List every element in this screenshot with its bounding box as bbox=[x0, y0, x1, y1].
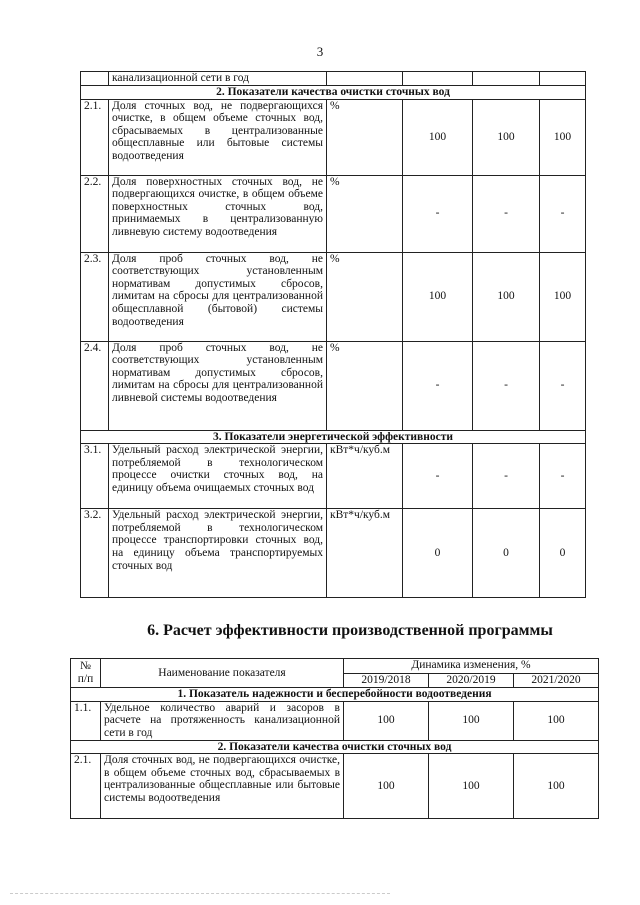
scan-artifact bbox=[10, 893, 390, 900]
section3-title: 3. Показатели энергетической эффективности bbox=[81, 430, 586, 444]
section-header bbox=[81, 430, 586, 444]
table-row: 3.2. Удельный расход электрической энергии, потребляемой в технологическом процессе транспортировки сточных вод, на единицу объема транспортируемых сточных вод кВт*ч/куб.м 0 0 0 bbox=[81, 509, 586, 598]
section-header bbox=[71, 688, 599, 702]
year-header: 2020/2019 bbox=[429, 673, 514, 688]
section2-title: 2. Показатели качества очистки сточных вод bbox=[71, 740, 599, 754]
table-row: 3.1. Удельный расход электрической энергии, потребляемой в технологическом процессе очистки сточных вод, на единицу объема очищаемых сточных вод кВт*ч/куб.м - - - bbox=[81, 444, 586, 509]
table-row: 2.4. Доля проб сточных вод, не соответствующих установленным нормативам допустимых сбросов, лимитам на сбросы для централизованной ливневой системы водоотведения % - - - bbox=[81, 341, 586, 430]
year-header: 2021/2020 bbox=[514, 673, 599, 688]
table-row: 2.3. Доля проб сточных вод, не соответствующих установленным нормативам допустимых сбросов, лимитам на сбросы для централизованной общесплавной (бытовой) системы водоотведения % 100 100 100 bbox=[81, 252, 586, 341]
col-name-header: Наименование показателя bbox=[101, 659, 344, 688]
year-header: 2019/2018 bbox=[344, 673, 429, 688]
col-num-header: № п/п bbox=[71, 659, 101, 688]
efficiency-table bbox=[70, 658, 599, 819]
table-row: 2.1. Доля сточных вод, не подвергающихся очистке, в общем объеме сточных вод, сбрасываемых в централизованные общесплавные или бытовые системы водоотведения % 100 100 100 bbox=[81, 99, 586, 175]
table-row: 2.2. Доля поверхностных сточных вод, не подвергающихся очистке, в общем объеме поверхностных сточных вод, принимаемых в централизованную ливневую систему водоотведения % - - - bbox=[81, 175, 586, 252]
table-row bbox=[81, 72, 586, 86]
section6-heading: 6. Расчет эффективности производственной программы bbox=[147, 622, 553, 639]
top-row-text: канализационной сети в год bbox=[109, 72, 327, 86]
col-dynamics-header: Динамика изменения, % bbox=[344, 659, 599, 674]
section-header bbox=[81, 86, 586, 100]
table-row: 2.1. Доля сточных вод, не подвергающихся очистке, в общем объеме сточных вод, сбрасываемых в централизованные общесплавные или бытовые системы водоотведения 100 100 100 bbox=[71, 754, 599, 819]
table-row: 1.1. Удельное количество аварий и засоров в расчете на протяженность канализационной сети в год 100 100 100 bbox=[71, 701, 599, 740]
indicators-table bbox=[80, 71, 586, 598]
section1-title: 1. Показатель надежности и бесперебойности водоотведения bbox=[71, 688, 599, 702]
page-number: 3 bbox=[316, 44, 324, 59]
header-row bbox=[71, 659, 599, 674]
section2-title: 2. Показатели качества очистки сточных вод bbox=[81, 86, 586, 100]
section-header bbox=[71, 740, 599, 754]
